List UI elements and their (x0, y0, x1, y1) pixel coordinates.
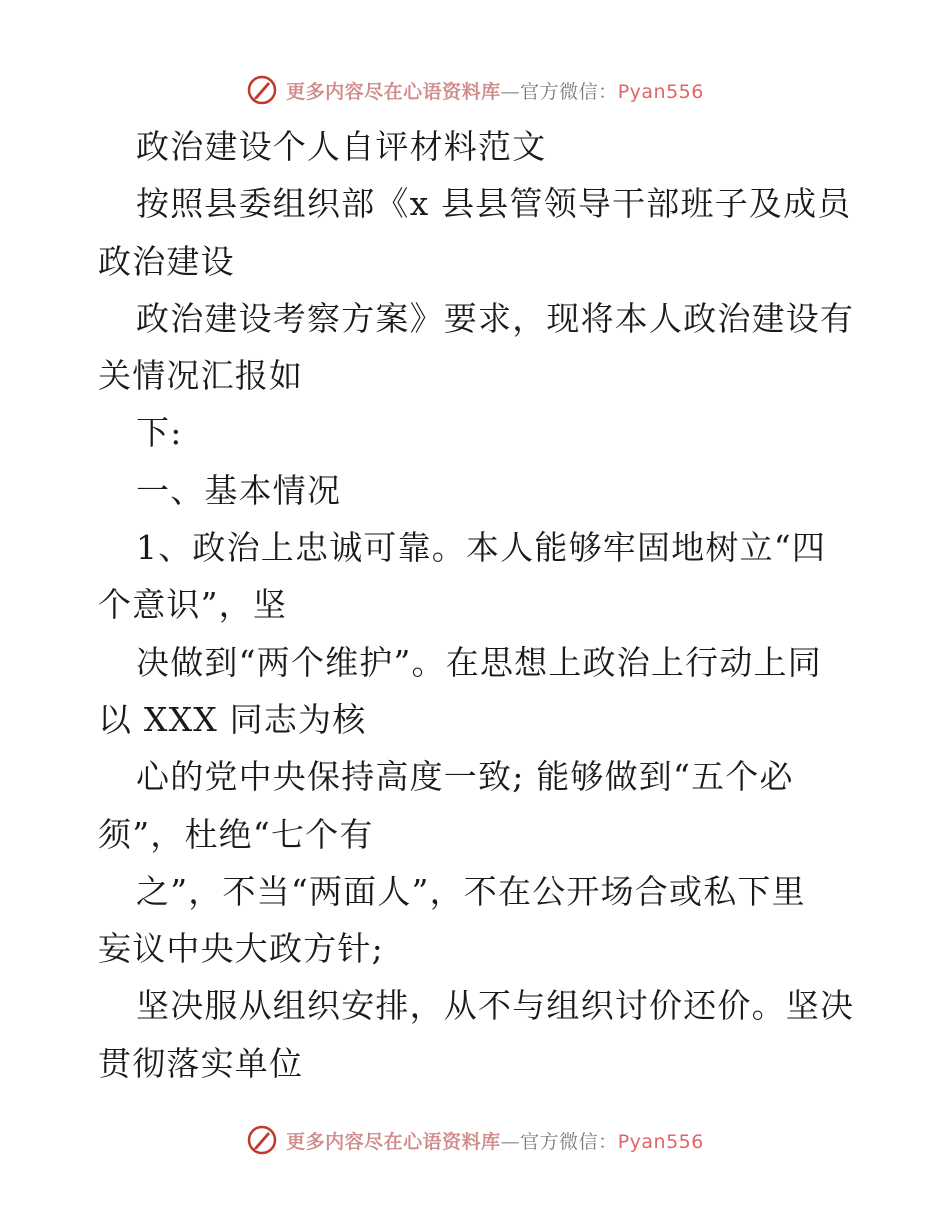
paragraph-line: 决做到“两个维护”。在思想上政治上行动上同 (136, 642, 822, 682)
document-title: 政治建设个人自评材料范文 (136, 127, 547, 166)
paragraph-line: 按照县委组织部《x 县县管领导干部班子及成员 (136, 184, 852, 224)
banner-site-name: 更多内容尽在心语资料库 (286, 80, 501, 103)
quill-pen-logo-icon (246, 1124, 278, 1156)
paragraph-line: 贯彻落实单位 (98, 1043, 304, 1083)
banner-site-name: 更多内容尽在心语资料库 (286, 1130, 501, 1153)
paragraph-line: 政治建设 (98, 241, 235, 281)
quill-pen-logo-icon (246, 74, 278, 106)
footer-watermark-banner (0, 1120, 950, 1160)
paragraph-line: 下: (136, 413, 183, 453)
header-watermark-banner (0, 70, 950, 110)
banner-wechat-id: Pyan556 (617, 1130, 704, 1153)
paragraph-line: 坚决服从组织安排，从不与组织讨价还价。坚决 (136, 986, 855, 1026)
paragraph-line: 关情况汇报如 (98, 356, 304, 396)
banner-separator: — (500, 1130, 521, 1153)
paragraph-line: 妄议中央大政方针; (98, 929, 384, 969)
banner-separator: — (500, 80, 521, 103)
banner-text (286, 77, 704, 104)
paragraph-line: 之”，不当“两面人”，不在公开场合或私下里 (136, 871, 806, 911)
paragraph-line: 1、政治上忠诚可靠。本人能够牢固地树立“四 (136, 528, 827, 568)
paragraph-line: 个意识”，坚 (98, 585, 288, 625)
document-body (98, 118, 858, 1092)
paragraph-line: 一、基本情况 (136, 470, 342, 510)
paragraph-line: 须”，杜绝“七个有 (98, 814, 374, 854)
banner-label: 官方微信： (520, 80, 618, 103)
paragraph-line: 政治建设考察方案》要求，现将本人政治建设有 (136, 298, 855, 338)
banner-wechat-id: Pyan556 (617, 80, 704, 103)
paragraph-line: 心的党中央保持高度一致; 能够做到“五个必 (136, 757, 794, 797)
paragraph-line: 以 XXX 同志为核 (98, 699, 367, 739)
banner-text (286, 1127, 704, 1154)
banner-label: 官方微信： (520, 1130, 618, 1153)
